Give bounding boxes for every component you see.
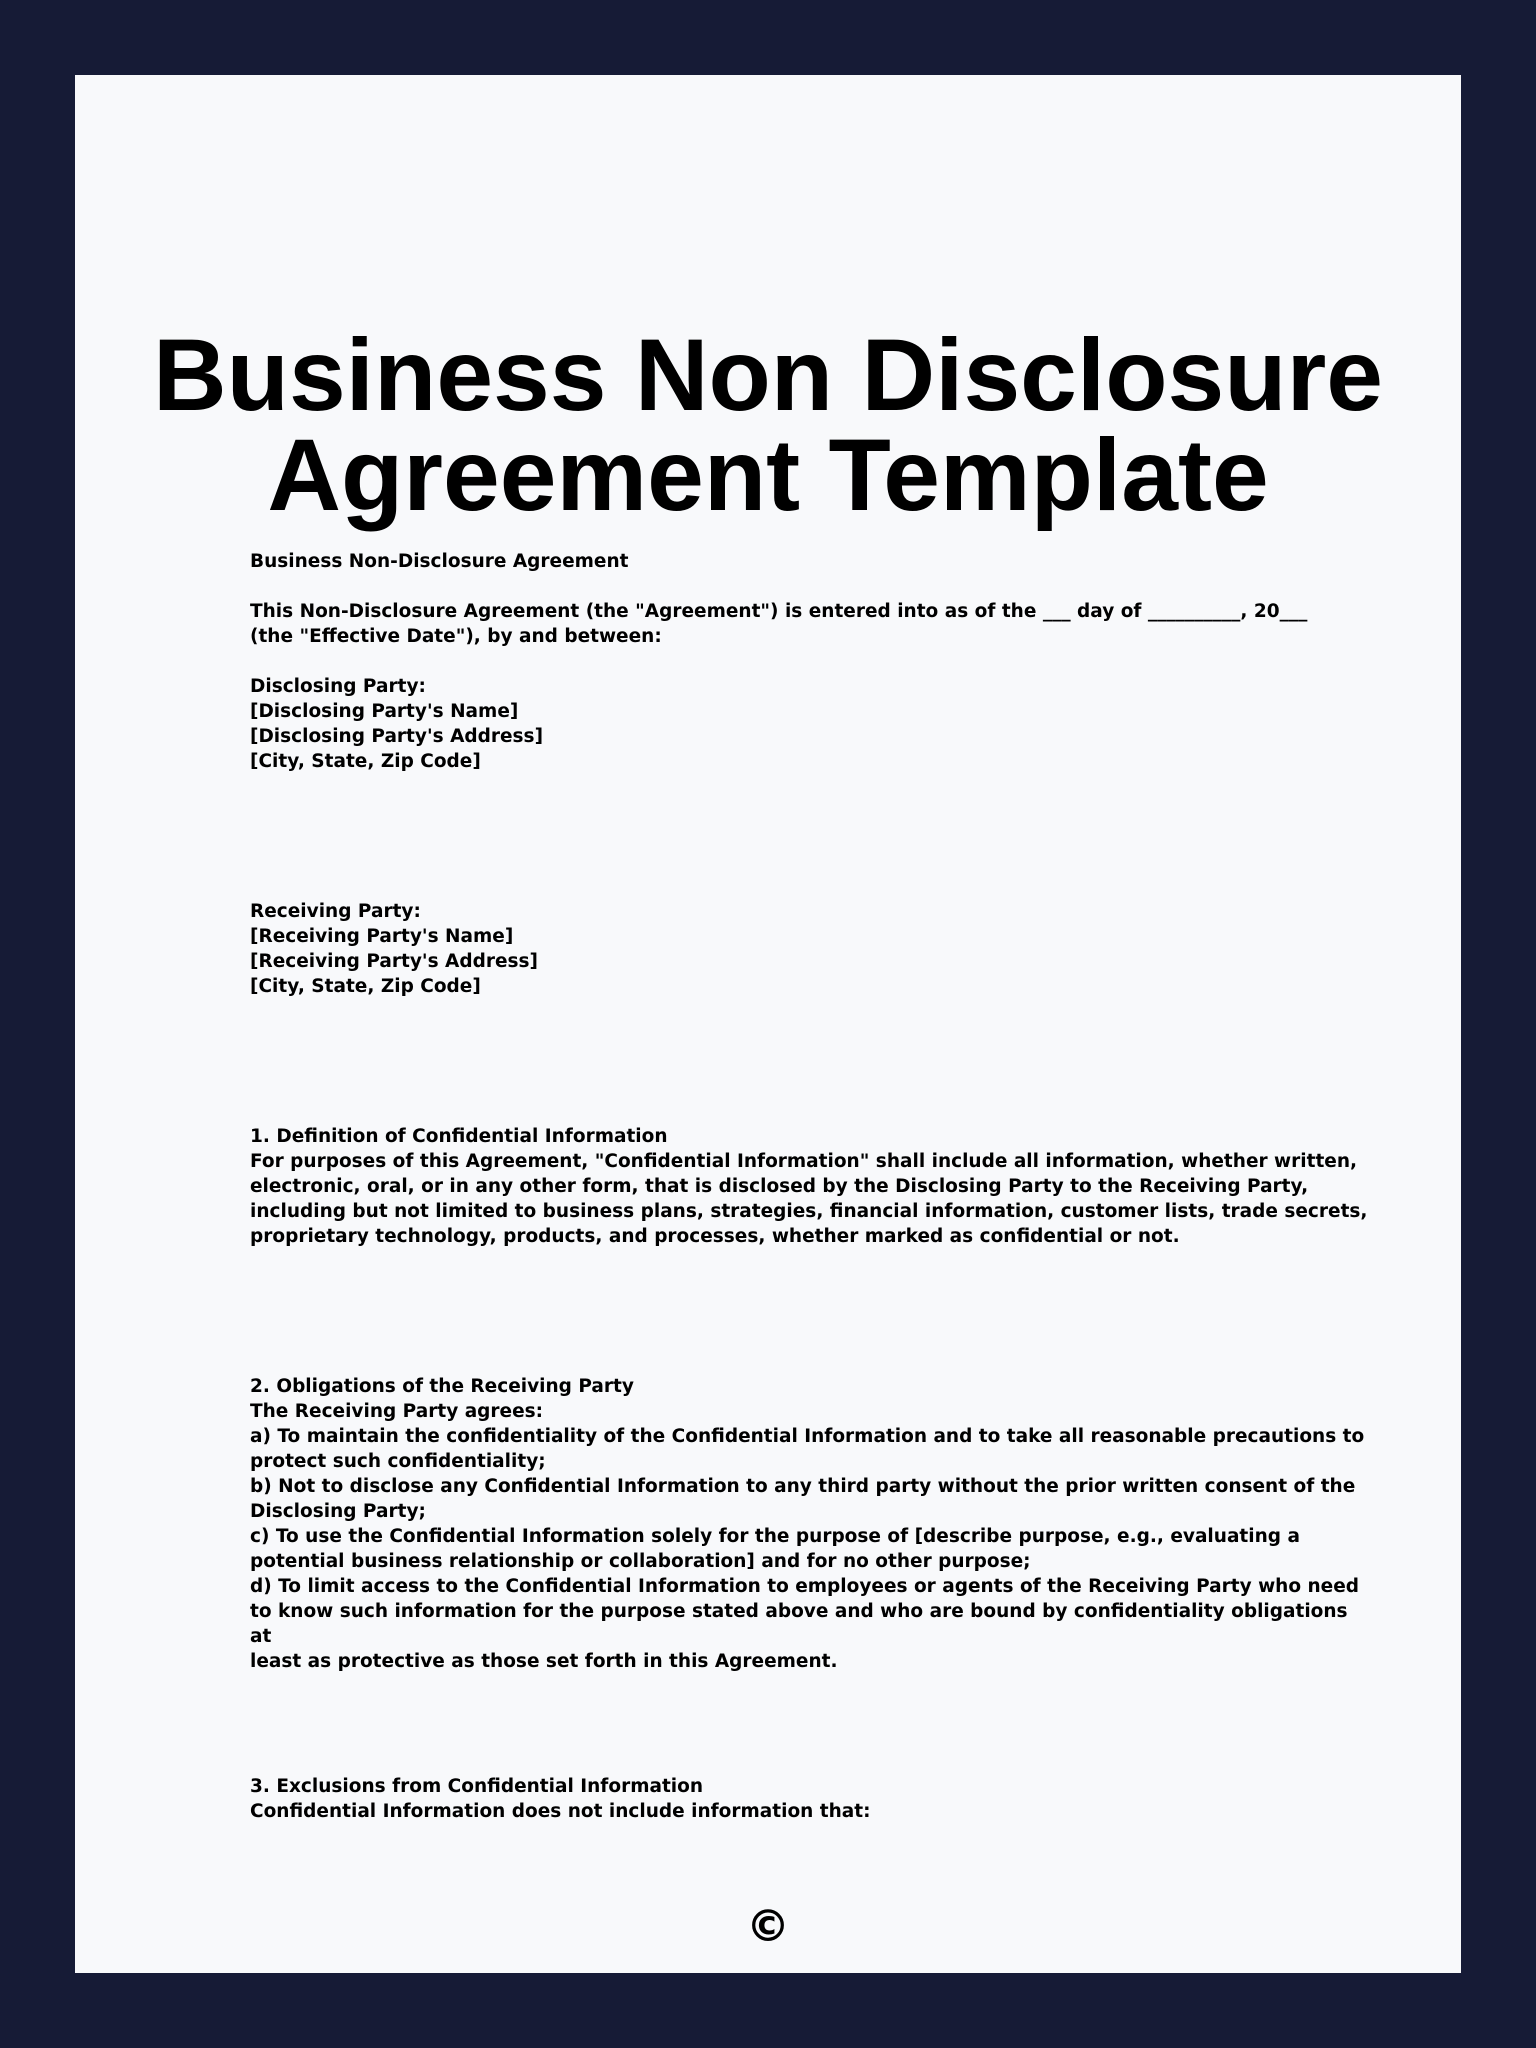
- receiving-party-block: [250, 899, 1370, 999]
- document-title-line-2: Agreement Template: [267, 418, 1269, 532]
- document-title: [75, 318, 1461, 532]
- disclosing-party-name: [Disclosing Party's Name]: [250, 701, 519, 722]
- intro-line: This Non-Disclosure Agreement (the "Agreement") is entered into as of the ___ day of __________, 20___: [250, 601, 1308, 622]
- section-2-text-line: to know such information for the purpose stated above and who are bound by confidentiality obligations at: [250, 1601, 1348, 1647]
- intro-paragraph: [250, 599, 1370, 649]
- disclosing-party-label: Disclosing Party:: [250, 676, 426, 697]
- section-1-text-line: including but not limited to business plans, strategies, financial information, customer lists, trade secrets,: [250, 1201, 1368, 1222]
- section-2-text-line: The Receiving Party agrees:: [250, 1401, 544, 1422]
- intro-line: (the "Effective Date"), by and between:: [250, 626, 662, 647]
- section-2-heading: 2. Obligations of the Receiving Party: [250, 1376, 634, 1397]
- copyright-icon: ©: [746, 1901, 790, 1952]
- disclosing-party-city: [City, State, Zip Code]: [250, 751, 481, 772]
- section-2-text-line: d) To limit access to the Confidential Information to employees or agents of the Receiving Party who need: [250, 1576, 1360, 1597]
- section-2-text-line: least as protective as those set forth in this Agreement.: [250, 1651, 838, 1672]
- section-3-heading: 3. Exclusions from Confidential Information: [250, 1776, 704, 1797]
- section-2-text-line: c) To use the Confidential Information solely for the purpose of [describe purpose, e.g., evaluating a: [250, 1526, 1300, 1547]
- section-2-text-line: a) To maintain the confidentiality of the Confidential Information and to take all reasonable precautions to: [250, 1426, 1365, 1447]
- section-2: [250, 1374, 1370, 1674]
- section-1-text-line: electronic, oral, or in any other form, that is disclosed by the Disclosing Party to the Receiving Party,: [250, 1176, 1309, 1197]
- receiving-party-address: [Receiving Party's Address]: [250, 951, 538, 972]
- disclosing-party-address: [Disclosing Party's Address]: [250, 726, 544, 747]
- section-1-text-line: proprietary technology, products, and processes, whether marked as confidential or not.: [250, 1226, 1180, 1247]
- agreement-heading: [250, 549, 1370, 574]
- receiving-party-city: [City, State, Zip Code]: [250, 976, 481, 997]
- section-1-text-line: For purposes of this Agreement, "Confidential Information" shall include all information, whether written,: [250, 1151, 1358, 1172]
- document-title-line-1: Business Non Disclosure: [152, 318, 1384, 432]
- section-2-text-line: Disclosing Party;: [250, 1501, 426, 1522]
- section-3-text-line: Confidential Information does not include information that:: [250, 1801, 871, 1822]
- receiving-party-label: Receiving Party:: [250, 901, 421, 922]
- disclosing-party-block: [250, 674, 1370, 774]
- section-2-text-line: potential business relationship or collaboration] and for no other purpose;: [250, 1551, 1031, 1572]
- section-1-heading: 1. Definition of Confidential Information: [250, 1126, 668, 1147]
- receiving-party-name: [Receiving Party's Name]: [250, 926, 514, 947]
- agreement-heading-text: Business Non-Disclosure Agreement: [250, 551, 629, 572]
- section-2-text-line: b) Not to disclose any Confidential Information to any third party without the prior written consent of the: [250, 1476, 1356, 1497]
- document-page: [75, 75, 1461, 1973]
- section-1: [250, 1124, 1370, 1249]
- section-3: [250, 1774, 1370, 1824]
- section-2-text-line: protect such confidentiality;: [250, 1451, 546, 1472]
